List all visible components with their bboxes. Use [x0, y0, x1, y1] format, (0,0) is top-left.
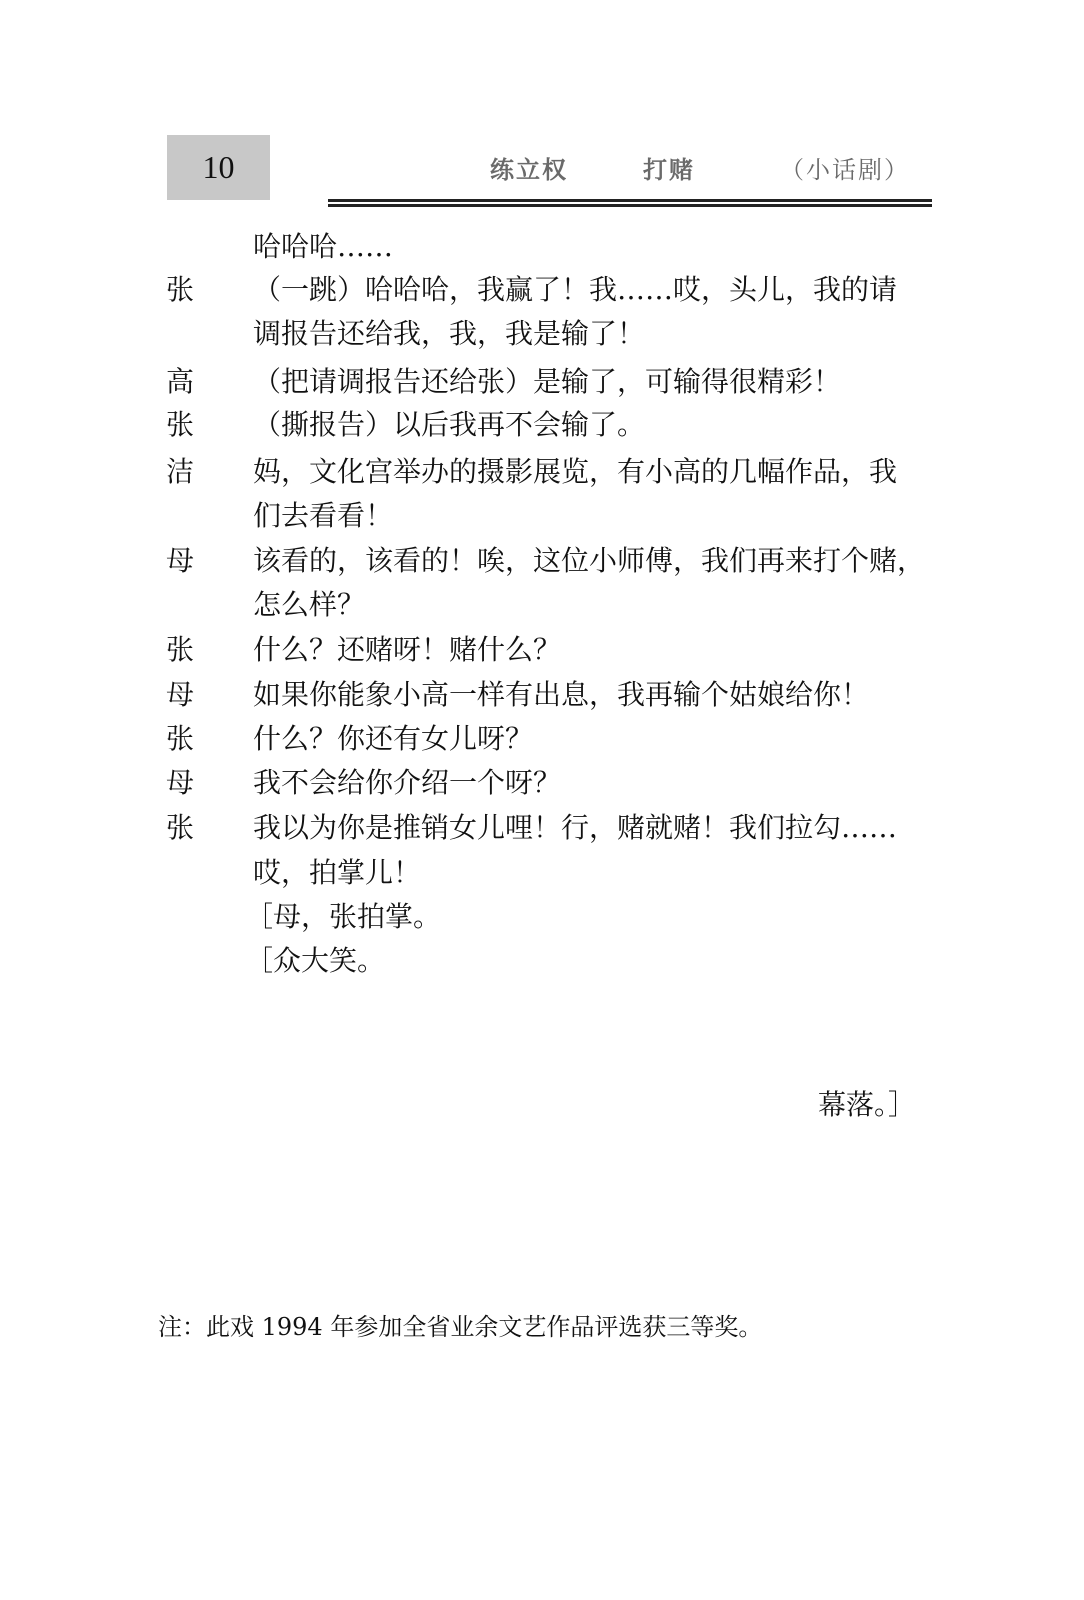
- running-head-title: 打赌: [643, 156, 695, 184]
- script-line: 调报告还给我，我，我是输了！: [253, 317, 646, 350]
- running-head-genre: （小话剧）: [780, 156, 910, 184]
- script-line: （撕报告）以后我再不会输了。: [253, 408, 646, 441]
- script-line: 哎，拍掌儿！: [253, 856, 422, 889]
- speaker-label: 洁: [166, 455, 195, 488]
- header-rule-bottom: [328, 204, 932, 207]
- script-line: （一跳）哈哈哈，我赢了！我……哎，头儿，我的请: [253, 273, 898, 306]
- script-line: 我不会给你介绍一个呀？: [253, 766, 562, 799]
- script-line: 妈，文化宫举办的摄影展览，有小高的几幅作品，我: [253, 455, 898, 488]
- speaker-label: 母: [166, 766, 195, 799]
- script-line: 什么？你还有女儿呀？: [253, 722, 534, 755]
- speaker-label: 张: [166, 633, 195, 666]
- stage-direction: ［众大笑。: [245, 944, 386, 977]
- stage-direction: ［母，张拍掌。: [245, 900, 442, 933]
- speaker-label: 张: [166, 273, 195, 306]
- script-line: 们去看看！: [253, 499, 394, 532]
- speaker-label: 母: [166, 678, 195, 711]
- script-line: 怎么样？: [253, 588, 366, 621]
- page-number: 10: [202, 149, 235, 185]
- header-rule-top: [328, 199, 932, 202]
- running-head-author: 练立权: [490, 156, 568, 184]
- script-line: 如果你能象小高一样有出息，我再输个姑娘给你！: [253, 678, 870, 711]
- script-line: （把请调报告还给张）是输了，可输得很精彩！: [253, 365, 842, 398]
- curtain-direction: 幕落。］: [818, 1088, 917, 1121]
- page-number-box: [167, 135, 270, 200]
- script-line: 什么？还赌呀！赌什么？: [253, 633, 562, 666]
- script-line: 哈哈哈……: [253, 230, 394, 263]
- speaker-label: 高: [166, 365, 195, 398]
- speaker-label: 张: [166, 408, 195, 441]
- script-line: 该看的，该看的！唉，这位小师傅，我们再来打个赌，: [253, 544, 926, 577]
- script-line: 我以为你是推销女儿哩！行，赌就赌！我们拉勾……: [253, 811, 898, 844]
- speaker-label: 母: [166, 544, 195, 577]
- speaker-label: 张: [166, 811, 195, 844]
- speaker-label: 张: [166, 722, 195, 755]
- footnote: 注：此戏 1994 年参加全省业余文艺作品评选获三等奖。: [158, 1313, 763, 1341]
